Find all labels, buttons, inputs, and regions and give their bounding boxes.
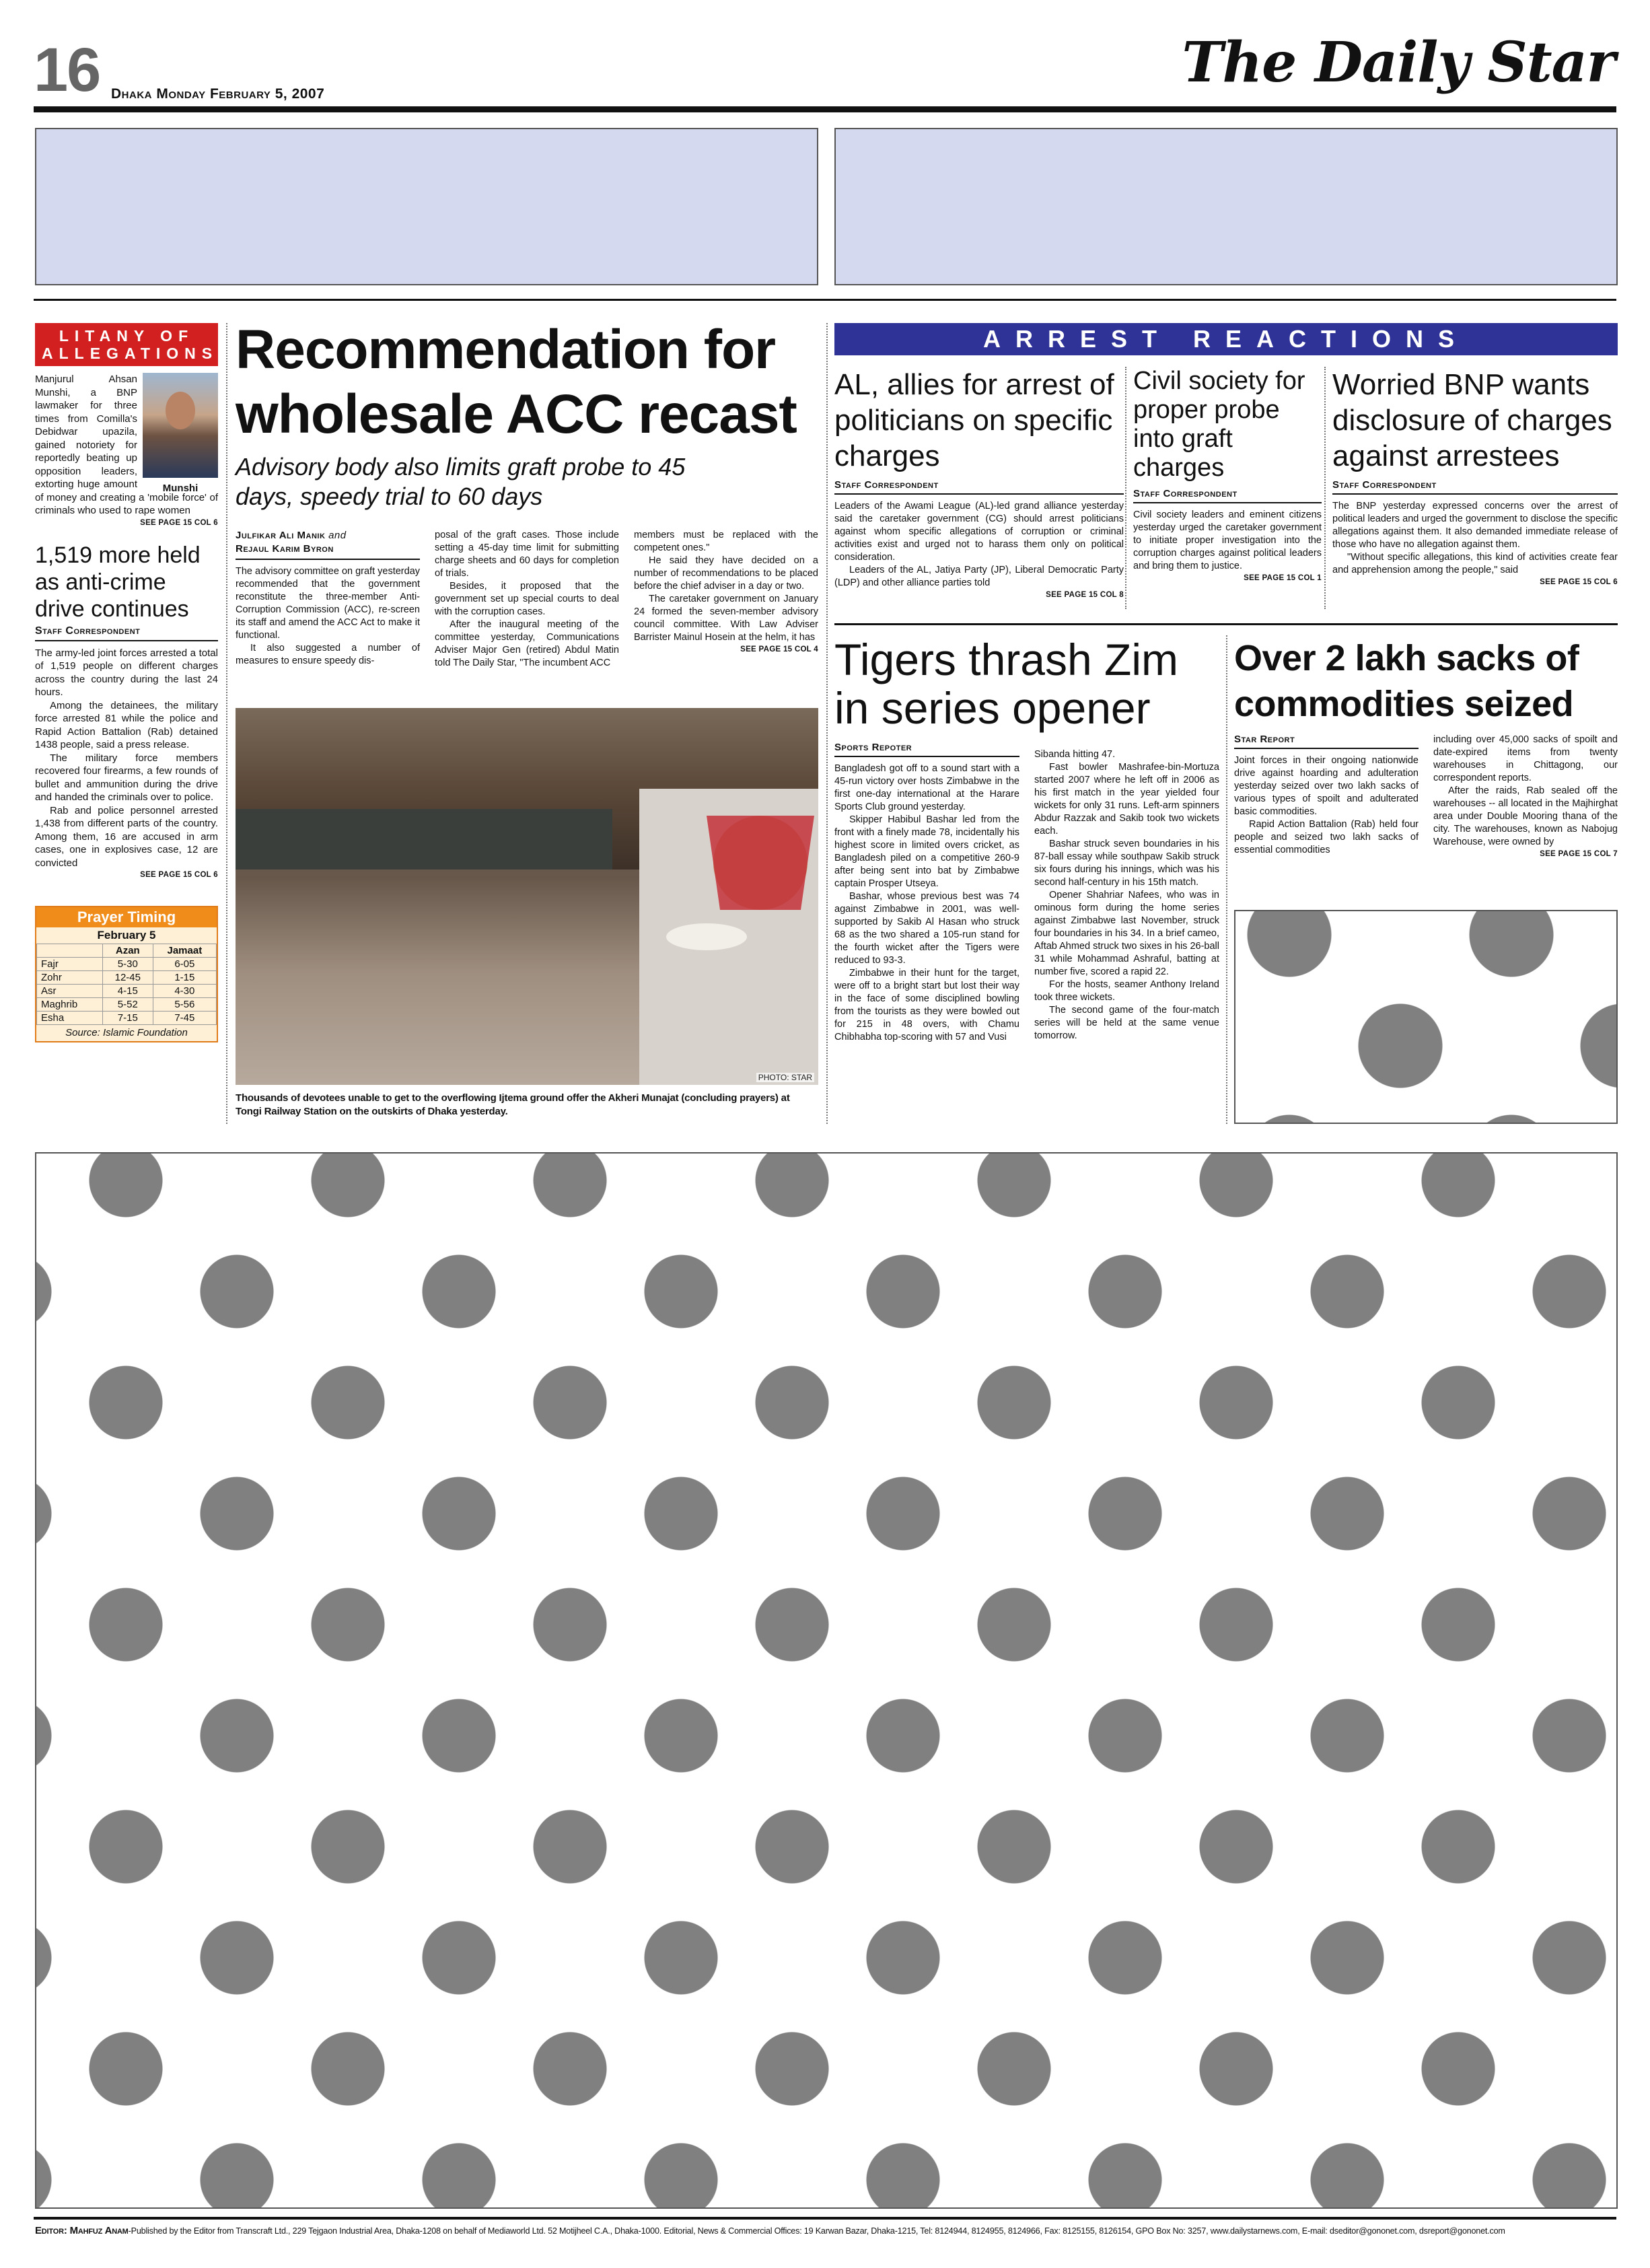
photo-crowd (236, 708, 818, 1085)
held-see-link[interactable]: SEE PAGE 15 COL 6 (140, 871, 218, 879)
lead-photo (236, 708, 818, 1085)
munshi-text: Manjurul Ahsan Munshi, a BNP lawmaker for three times from Comilla's Debidwar upazila, gained notoriety for reportedly beating up opposition leaders, extorting huge amount of money and creating a 'mobile force' of criminals who used to rape women (35, 374, 218, 516)
arrest-byline: Staff Correspondent (1133, 488, 1238, 499)
tigers-byline-rule (834, 756, 1019, 757)
tigers-paragraph: Bashar, whose previous best was 74 against Zimbabwe in 2001, was well-supported by Sakib Al Hasan who struck 68 as the two shared a 105-run stand for the fourth wicket after the Tigers were reduced to 93-3. (834, 891, 1019, 966)
commodities-see-link[interactable]: SEE PAGE 15 COL 7 (1540, 850, 1618, 858)
litany-sidebar (35, 323, 218, 1042)
munshi-portrait (143, 373, 218, 494)
train-car (236, 809, 612, 870)
arrest-paragraph: Civil society leaders and eminent citizens yesterday urged the caretaker government to initiate proper investigation into the corruption charges against political leaders and bring them to justice. (1133, 509, 1322, 571)
jamaat-time: 4-30 (153, 985, 216, 998)
arrest-see-link[interactable]: SEE PAGE 15 COL 1 (1244, 574, 1322, 582)
lead-paragraph: After the inaugural meeting of the committee yesterday, Communications Adviser Major Gen (retired) Abdul Matin told The Daily Star, "The incumbent ACC (435, 619, 619, 668)
arrest-byline: Staff Correspondent (834, 479, 939, 491)
munshi-see-link[interactable]: SEE PAGE 15 COL 6 (140, 518, 218, 527)
jamaat-time: 7-45 (153, 1012, 216, 1025)
lead-subhead: Advisory body also limits graft probe to 45 days, speedy trial to 60 days (236, 453, 686, 510)
arrest-paragraph: Leaders of the Awami League (AL)-led grand alliance yesterday said the caretaker government (CG) should arrest politicians against whom specific allegations of corruption or criminal activities exist and urged not to harass them only on political consideration. (834, 501, 1124, 563)
footer-imprint (35, 2225, 1618, 2236)
azan-time: 7-15 (102, 1012, 153, 1025)
dateline: Dhaka Monday February 5, 2007 (111, 86, 325, 102)
byline-author: Rejaul Karim Byron (236, 543, 334, 555)
arrest-story-bnp (1332, 367, 1618, 586)
arrest-byline-rule (1332, 493, 1618, 495)
arrest-byline-rule (1133, 502, 1322, 503)
arrest-divider-1 (1125, 367, 1126, 609)
azan-time: 5-52 (102, 998, 153, 1012)
lead-paragraph: He said they have decided on a number of recommendations to be placed before the chief adviser in a day or two. (634, 555, 818, 592)
lead-col-1 (236, 565, 420, 668)
held-byline: Staff Correspondent (35, 625, 141, 637)
held-paragraph: The army-led joint forces arrested a total of 1,519 people on different charges across the country during the last 24 hours. (35, 647, 218, 698)
prayer-name: Esha (37, 1012, 103, 1025)
prayer-name: Maghrib (37, 998, 103, 1012)
commodities-paragraph: Rapid Action Battalion (Rab) held four people and seized two lakh sacks of essential commodities (1234, 819, 1419, 855)
footer-rule (34, 2217, 1616, 2220)
photo-credit: PHOTO: STAR (756, 1073, 814, 1082)
lead-col-3 (634, 529, 818, 644)
jamaat-time: 5-56 (153, 998, 216, 1012)
tigers-paragraph: For the hosts, seamer Anthony Ireland took three wickets. (1034, 979, 1219, 1003)
arrest-see-link[interactable]: SEE PAGE 15 COL 8 (1046, 591, 1124, 599)
top-ad-left (35, 128, 818, 285)
arrest-paragraph: "Without specific allegations, this kind of activities create fear and apprehension among the people," said (1332, 552, 1618, 575)
prayer-name: Asr (37, 985, 103, 998)
prayer-col-jamaat: Jamaat (153, 944, 216, 958)
lead-see-link[interactable]: SEE PAGE 15 COL 4 (740, 645, 818, 653)
arrest-headline: Civil society for proper probe into graft charges (1133, 367, 1305, 482)
byline-author: Julfikar Ali Manik (236, 530, 326, 541)
commodities-columns (1234, 734, 1618, 858)
prayer-row (37, 985, 217, 998)
prayer-date: February 5 (97, 929, 156, 942)
arrest-byline-rule (834, 493, 1124, 495)
tigers-col-1 (834, 763, 1019, 1044)
prayer-timing-box (35, 906, 218, 1042)
litany-kicker: LITANY OF ALLEGATIONS (35, 323, 218, 366)
tigers-col-2 (1034, 748, 1219, 1044)
lead-paragraph: Besides, it proposed that the government set up special courts to deal with the corruption cases. (435, 581, 619, 617)
commodities-paragraph: After the raids, Rab sealed off the warehouses -- all located in the Majhirghat area under Double Mooring thana of the city. The warehouses, known as Nabojug Warehouse, were owned by (1433, 785, 1618, 847)
lead-col-2 (435, 529, 619, 670)
tigers-columns (834, 742, 1219, 1044)
lead-byline (236, 529, 420, 556)
tigers-paragraph: Fast bowler Mashrafee-bin-Mortuza started 2007 where he left off in 2006 as his first match in the year yielded four wickets for only 31 runs. Left-arm spinners Abdur Razzak and Sakib took two wickets each. (1034, 762, 1219, 837)
prayer-col-azan: Azan (102, 944, 153, 958)
held-rule (35, 640, 218, 641)
tigers-paragraph: Skipper Habibul Bashar led from the front with a finely made 78, incidentally his highest score in limited overs cricket, as Bangladesh piled on a competitive 260-9 after being sent into bat by Zimbabwe captain Prosper Utseya. (834, 814, 1019, 889)
prayer-source: Source: Islamic Foundation (65, 1027, 188, 1038)
arrest-body (1332, 500, 1618, 577)
portrait-face (166, 392, 195, 429)
arrest-body (1133, 509, 1322, 573)
azan-time: 12-45 (102, 971, 153, 985)
tigers-divider (1226, 635, 1227, 1124)
page-number: 16 (34, 36, 100, 104)
held-paragraph: The military force members recovered four firearms, a few rounds of bullet and ammunition during the drive and handed the criminals over to police. (35, 752, 218, 803)
masthead-logo: The Daily Star (1182, 30, 1615, 95)
masthead-rule (34, 106, 1616, 112)
lead-paragraph: The advisory committee on graft yesterday recommended that the government reconstitute the three-member Anti-Corruption Commission (ACC), re-screen its staff and amend the ACC Act to make it functional. (236, 566, 421, 641)
elder-headscarf (707, 816, 814, 910)
tigers-paragraph: The second game of the four-match series will be held at the same venue tomorrow. (1034, 1005, 1219, 1041)
arrest-byline: Staff Correspondent (1332, 479, 1437, 491)
small-pattern-ad (1234, 910, 1618, 1124)
lead-paragraph: It also suggested a number of measures to ensure speedy dis- (236, 643, 420, 666)
tigers-paragraph: Zimbabwe in their hunt for the target, were off to a bright start but lost their way in the face of some disciplined bowling from the tourists as they were bowled out for 215 in 48 overs, with Chamu Chibhabha top-scoring with 57 and Vusi (834, 968, 1019, 1042)
commodities-byline-rule (1234, 748, 1419, 749)
arrest-headline: AL, allies for arrest of politicians on specific charges (834, 368, 1114, 472)
imprint-text: -Published by the Editor from Transcraft Ltd., 229 Tejgaon Industrial Area, Dhaka-1208 on behalf of Mediaworld Ltd. 52 Motijheel C.A., Dhaka-1000. Editorial, News & Commercial Offices: 19 Karwan Bazar, Dhaka-1215, Tel: 8124944, 8124955, 8124966, Fax: 8125155, 8126154, GPO Box No: 3257, www.dailystarnews.com, E-mail: dseditor@gononet.com, dsreport@gononet.com (128, 2226, 1505, 2236)
center-divider (826, 323, 828, 1124)
lead-paragraph: The caretaker government on January 24 formed the seven-member advisory council committee. With Law Adviser Barrister Mainul Hosein at the helm, it has (634, 594, 818, 643)
lead-paragraph: members must be replaced with the competent ones." (634, 530, 818, 553)
tigers-byline: Sports Repoter (834, 742, 912, 753)
commodities-col-2 (1433, 734, 1618, 849)
portrait-caption: Munshi (162, 483, 199, 494)
sidebar-divider (226, 323, 227, 1124)
commodities-story (1234, 635, 1618, 858)
arrest-story-civil (1133, 367, 1322, 582)
prayer-table (36, 944, 217, 1025)
prayer-name: Fajr (37, 958, 103, 971)
commodities-byline: Star Report (1234, 734, 1295, 745)
tigers-paragraph: Sibanda hitting 47. (1034, 749, 1116, 760)
arrest-divider-2 (1324, 367, 1326, 609)
munshi-story (35, 373, 218, 527)
azan-time: 4-15 (102, 985, 153, 998)
arrest-banner: ARREST REACTIONS (834, 323, 1618, 355)
photo-caption: Thousands of devotees unable to get to the overflowing Ijtema ground offer the Akheri Munajat (concluding prayers) at Tongi Railway Station on the outskirts of Dhaka yesterday. (236, 1092, 790, 1117)
commodities-headline: Over 2 lakh sacks of commodities seized (1234, 638, 1579, 724)
azan-time: 5-30 (102, 958, 153, 971)
held-headline: 1,519 more held as anti-crime drive continues (35, 542, 201, 622)
top-ad-right (834, 128, 1618, 285)
prayer-row (37, 1012, 217, 1025)
prayer-title: Prayer Timing (36, 907, 217, 927)
tigers-paragraph: Bashar struck seven boundaries in his 87-ball essay while southpaw Sakib struck six fours during his innings, which was his second half-century in his 15th match. (1034, 839, 1219, 888)
arrest-paragraph: Leaders of the AL, Jatiya Party (JP), Liberal Democratic Party (LDP) and other alliance parties told (834, 565, 1124, 588)
prayer-row (37, 971, 217, 985)
arrest-story-al (834, 367, 1124, 599)
prayer-row (37, 958, 217, 971)
arrest-paragraph: The BNP yesterday expressed concerns over the arrest of political leaders and urged the government to disclose the specific allegations against them. It also demanded immediate release of those who have no allegation against them. (1332, 501, 1618, 550)
held-paragraph: Among the detainees, the military force arrested 81 while the police and Rapid Action Battalion (Rab) detained 1438 people, said a press release. (35, 699, 218, 750)
commodities-paragraph: including over 45,000 sacks of spoilt and date-expired items from twenty warehouses in Chittagong, our correspondent reports. (1433, 734, 1618, 783)
arrest-bottom-rule (834, 623, 1618, 625)
held-body (35, 647, 218, 870)
prayer-name: Zohr (37, 971, 103, 985)
lead-headline: Recommendation for wholesale ACC recast (236, 319, 797, 445)
large-pattern-ad (35, 1152, 1618, 2209)
byline-and: and (328, 530, 347, 541)
held-paragraph: Rab and police personnel arrested 1,438 from different parts of the country. Among them, 16 are accused in arm cases, one in explosives case, 12 are convicted (35, 804, 218, 869)
arrest-headline: Worried BNP wants disclosure of charges against arrestees (1332, 368, 1612, 472)
elder-beard (666, 923, 747, 950)
commodities-paragraph: Joint forces in their ongoing nationwide drive against hoarding and adulteration yesterday seized over two lakh sacks of various types of spoilt and adulterated basic commodities. (1234, 755, 1419, 817)
arrest-see-link[interactable]: SEE PAGE 15 COL 6 (1540, 578, 1618, 586)
tigers-paragraph: Bangladesh got off to a sound start with a 45-run victory over hosts Zimbabwe in the first one-day international at the Harare Sports Club ground yesterday. (834, 763, 1019, 812)
editor-label: Editor: Mahfuz Anam (35, 2225, 129, 2236)
tigers-paragraph: Opener Shahriar Nafees, who was in ominous form during the home series against Zimbabwe last November, struck four boundaries in his 34. In a brief cameo, Aftab Ahmed struck two sixes in his 26-ball 31 while Mohammad Ashraful, batting at number five, scored a rapid 22. (1034, 890, 1219, 977)
commodities-col-1 (1234, 754, 1419, 857)
tigers-headline: Tigers thrash Zim in series opener (834, 635, 1178, 733)
lead-columns (236, 529, 818, 670)
section-rule (34, 299, 1616, 301)
lead-paragraph: posal of the graft cases. Those include setting a 45-day time limit for submitting charge sheets and 60 days for completion of trials. (435, 530, 619, 579)
prayer-row (37, 998, 217, 1012)
lead-story (236, 318, 818, 670)
lead-byline-rule (236, 559, 420, 560)
jamaat-time: 1-15 (153, 971, 216, 985)
tigers-story (834, 635, 1219, 1044)
jamaat-time: 6-05 (153, 958, 216, 971)
arrest-body (834, 500, 1124, 590)
